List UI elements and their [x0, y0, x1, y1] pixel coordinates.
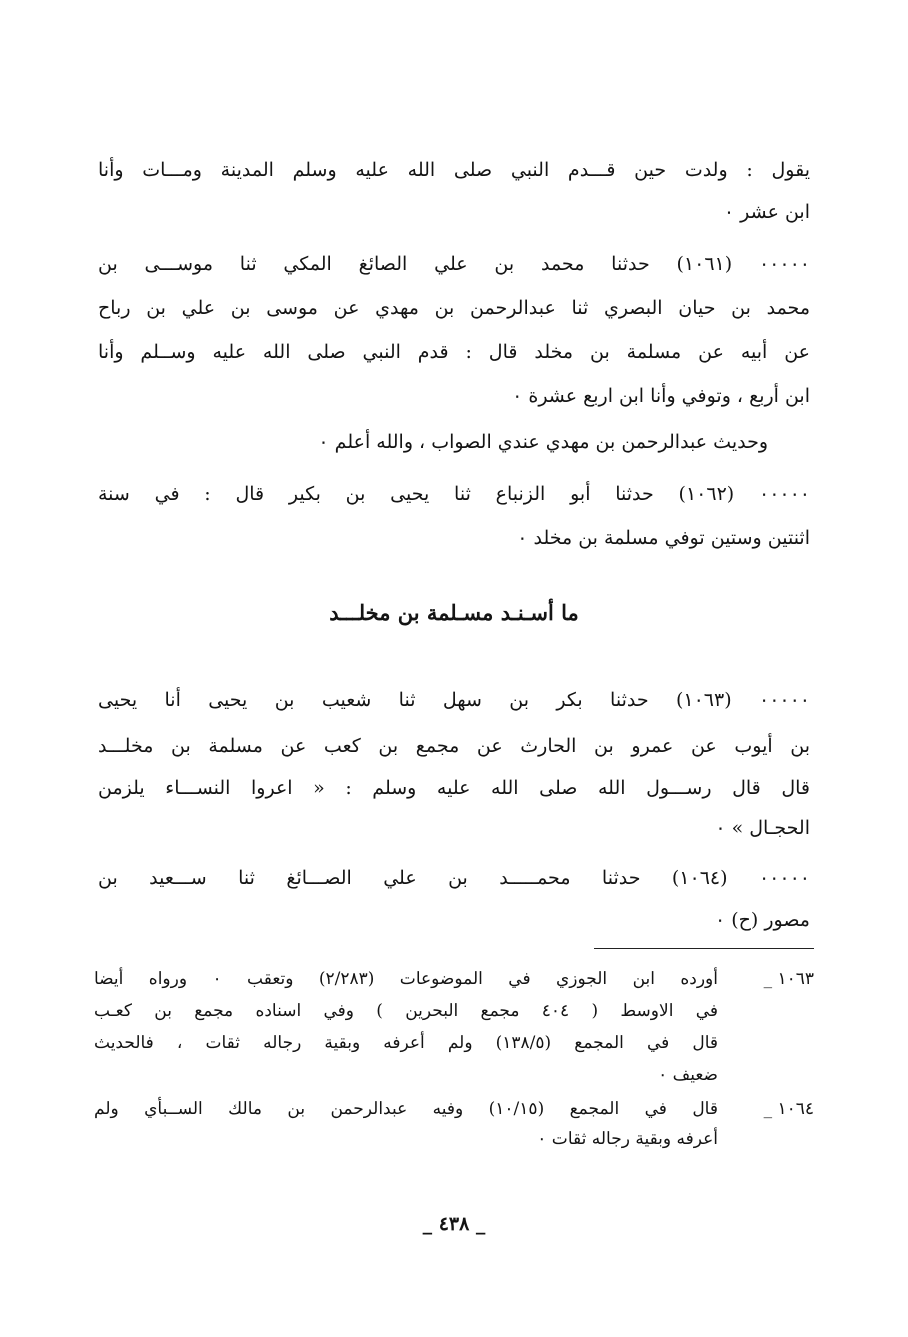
page-number: _ ٤٣٨ _ [422, 1213, 486, 1235]
text-line: ابن عشر ٠ [723, 201, 810, 223]
text-line: مصور (ح) ٠ [714, 909, 810, 931]
footnote-line: قال في المجمع (١٠/١٥) وفيه عبدالرحمن بن مالك الســبأي ولم [94, 1099, 718, 1119]
text-line: بن أيوب عن عمرو بن الحارث عن مجمع بن كعب عن مسلمة بن مخلـــد [98, 735, 810, 757]
footnote-line: أورده ابن الجوزي في الموضوعات (٢/٢٨٣) وتعقب ٠ ورواه أيضا [94, 969, 718, 989]
text-line: ٠٠٠٠٠ (١٠٦٣) حدثنا بكر بن سهل ثنا شعيب بن يحيى أنا يحيى [98, 689, 811, 711]
text-line: ابن أربع ، وتوفي وأنا ابن اربع عشرة ٠ [512, 385, 810, 407]
text-line: عن أبيه عن مسلمة بن مخلد قال : قدم النبي صلى الله عليه وســلم وأنا [98, 341, 810, 363]
footnote-line: قال في المجمع (١٣٨/٥) ولم أعرفه وبقية رجاله ثقات ، فالحديث [94, 1033, 718, 1053]
footnote-number: ١٠٦٣ _ [763, 969, 814, 989]
section-heading: ما أسـنـد مسـلمة بن مخلـــد [329, 600, 579, 625]
text-line: ٠٠٠٠٠ (١٠٦٤) حدثنا محمـــــد بن علي الصـــائغ ثنا ســـعيد بن [98, 867, 810, 889]
text-line: ٠٠٠٠٠ (١٠٦٢) حدثنا أبو الزنباع ثنا يحيى بن بكير قال : في سنة [98, 483, 811, 505]
text-line: محمد بن حيان البصري ثنا عبدالرحمن بن مهدي عن موسى بن علي بن رباح [98, 297, 810, 319]
footnote-number: ١٠٦٤ _ [763, 1099, 814, 1119]
footnote-line: ضعيف ٠ [658, 1065, 718, 1085]
text-line: وحديث عبدالرحمن بن مهدي عندي الصواب ، والله أعلم ٠ [318, 431, 768, 453]
text-line: ٠٠٠٠٠ (١٠٦١) حدثنا محمد بن علي الصائغ المكي ثنا موســـى بن [98, 253, 810, 275]
text-line: يقول : ولدت حين قـــدم النبي صلى الله عليه وسلم المدينة ومـــات وأنا [98, 159, 810, 181]
footnote-line: في الاوسط ( ٤٠٤ مجمع البحرين ) وفي اسناده مجمع بن كعـب [94, 1001, 718, 1021]
text-line: اثنتين وستين توفي مسلمة بن مخلد ٠ [517, 527, 810, 549]
text-line: قال قال رســـول الله صلى الله عليه وسلم : « اعروا النســـاء يلزمن [98, 777, 810, 799]
footnote-line: أعرفه وبقية رجاله ثقات ٠ [537, 1129, 718, 1149]
text-line: الحجـال » ٠ [715, 817, 810, 839]
footnote-separator [594, 948, 814, 949]
